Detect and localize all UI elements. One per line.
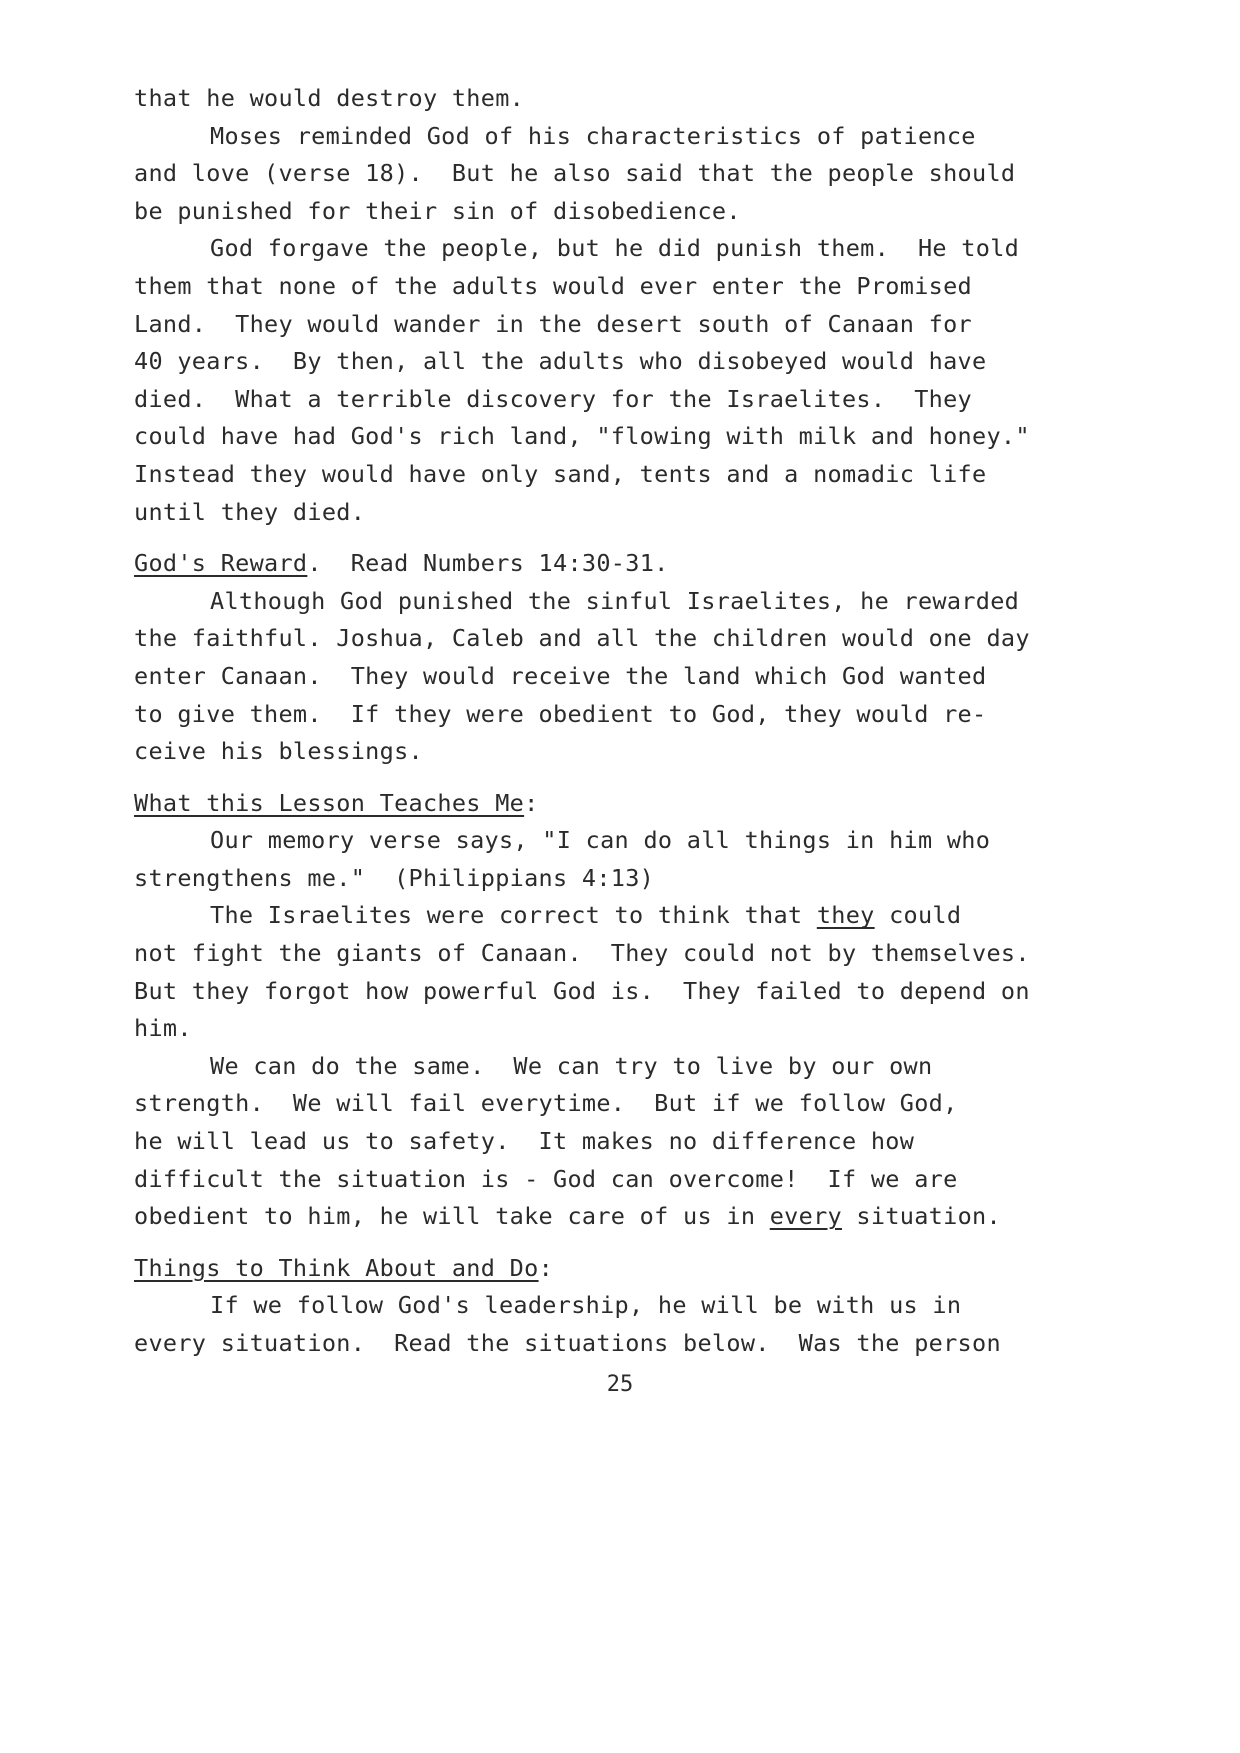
- text-line: strengthens me." (Philippians 4:13): [134, 863, 655, 892]
- heading-suffix: :: [538, 1253, 554, 1282]
- text-line: strength. We will fail everytime. But if we follow God,: [134, 1089, 958, 1118]
- text-line: 40 years. By then, all the adults who disobeyed would have: [134, 347, 987, 376]
- text-line: every situation. Read the situations below. Was the person: [134, 1329, 1001, 1357]
- heading-suffix: . Read Numbers 14:30-31.: [307, 549, 669, 578]
- text-line: could have had God's rich land, "flowing with milk and honey.": [134, 422, 1030, 451]
- text-line: he will lead us to safety. It makes no difference how: [134, 1127, 915, 1156]
- text-line: not fight the giants of Canaan. They could not by themselves.: [134, 939, 1030, 968]
- text-line: to give them. If they were obedient to God, they would re-: [134, 699, 987, 728]
- text-fragment: The Israelites were correct to think that: [210, 901, 817, 930]
- text-fragment: obedient to him, he will take care of us in: [134, 1202, 770, 1231]
- text-fragment: could: [874, 901, 962, 930]
- text-fragment: situation.: [841, 1202, 1001, 1231]
- text-line: ceive his blessings.: [134, 737, 423, 766]
- heading-label: God's Reward: [134, 549, 308, 578]
- text-line: that he would destroy them.: [134, 84, 525, 112]
- section-heading-gods-reward: [134, 545, 1134, 583]
- text-line: Although God punished the sinful Israelites, he rewarded: [210, 586, 1020, 615]
- text-line: the faithful. Joshua, Caleb and all the children would one day: [134, 624, 1030, 653]
- body-text: [134, 80, 1134, 1363]
- text-line: died. What a terrible discovery for the Israelites. They: [134, 384, 972, 413]
- text-line: them that none of the adults would ever enter the Promised: [134, 271, 972, 300]
- text-line: We can do the same. We can try to live by our own: [210, 1051, 933, 1080]
- text-line: be punished for their sin of disobedience.: [134, 196, 741, 225]
- text-line: him.: [134, 1014, 192, 1043]
- text-line: difficult the situation is - God can overcome! If we are: [134, 1164, 958, 1193]
- text-line: God forgave the people, but he did punish them. He told: [210, 234, 1020, 263]
- section-heading-lesson: [134, 785, 1134, 823]
- text-line: until they died.: [134, 497, 366, 526]
- text-line: Our memory verse says, "I can do all things in him who: [210, 826, 991, 855]
- text-line: Instead they would have only sand, tents and a nomadic life: [134, 459, 987, 488]
- text-line: But they forgot how powerful God is. They failed to depend on: [134, 976, 1030, 1005]
- text-line: Moses reminded God of his characteristics of patience: [210, 121, 976, 150]
- heading-suffix: :: [524, 788, 539, 817]
- section-heading-things: [134, 1250, 1134, 1288]
- heading-label: What this Lesson Teaches Me: [134, 788, 525, 817]
- text-line: If we follow God's leadership, he will be with us in: [210, 1291, 962, 1320]
- text-line: Land. They would wander in the desert south of Canaan for: [134, 309, 972, 338]
- emphasis-word: they: [816, 901, 875, 930]
- text-line-every: [134, 1198, 1134, 1236]
- section-gap: [134, 531, 1134, 545]
- text-line: and love (verse 18). But he also said that the people should: [134, 159, 1016, 188]
- text-line: enter Canaan. They would receive the land which God wanted: [134, 661, 987, 690]
- page-number: 25: [606, 1372, 634, 1397]
- emphasis-word: every: [769, 1202, 842, 1231]
- section-gap: [134, 1236, 1134, 1250]
- text-line-they: [134, 897, 1134, 935]
- section-gap: [134, 771, 1134, 785]
- heading-label: Things to Think About and Do: [134, 1253, 539, 1282]
